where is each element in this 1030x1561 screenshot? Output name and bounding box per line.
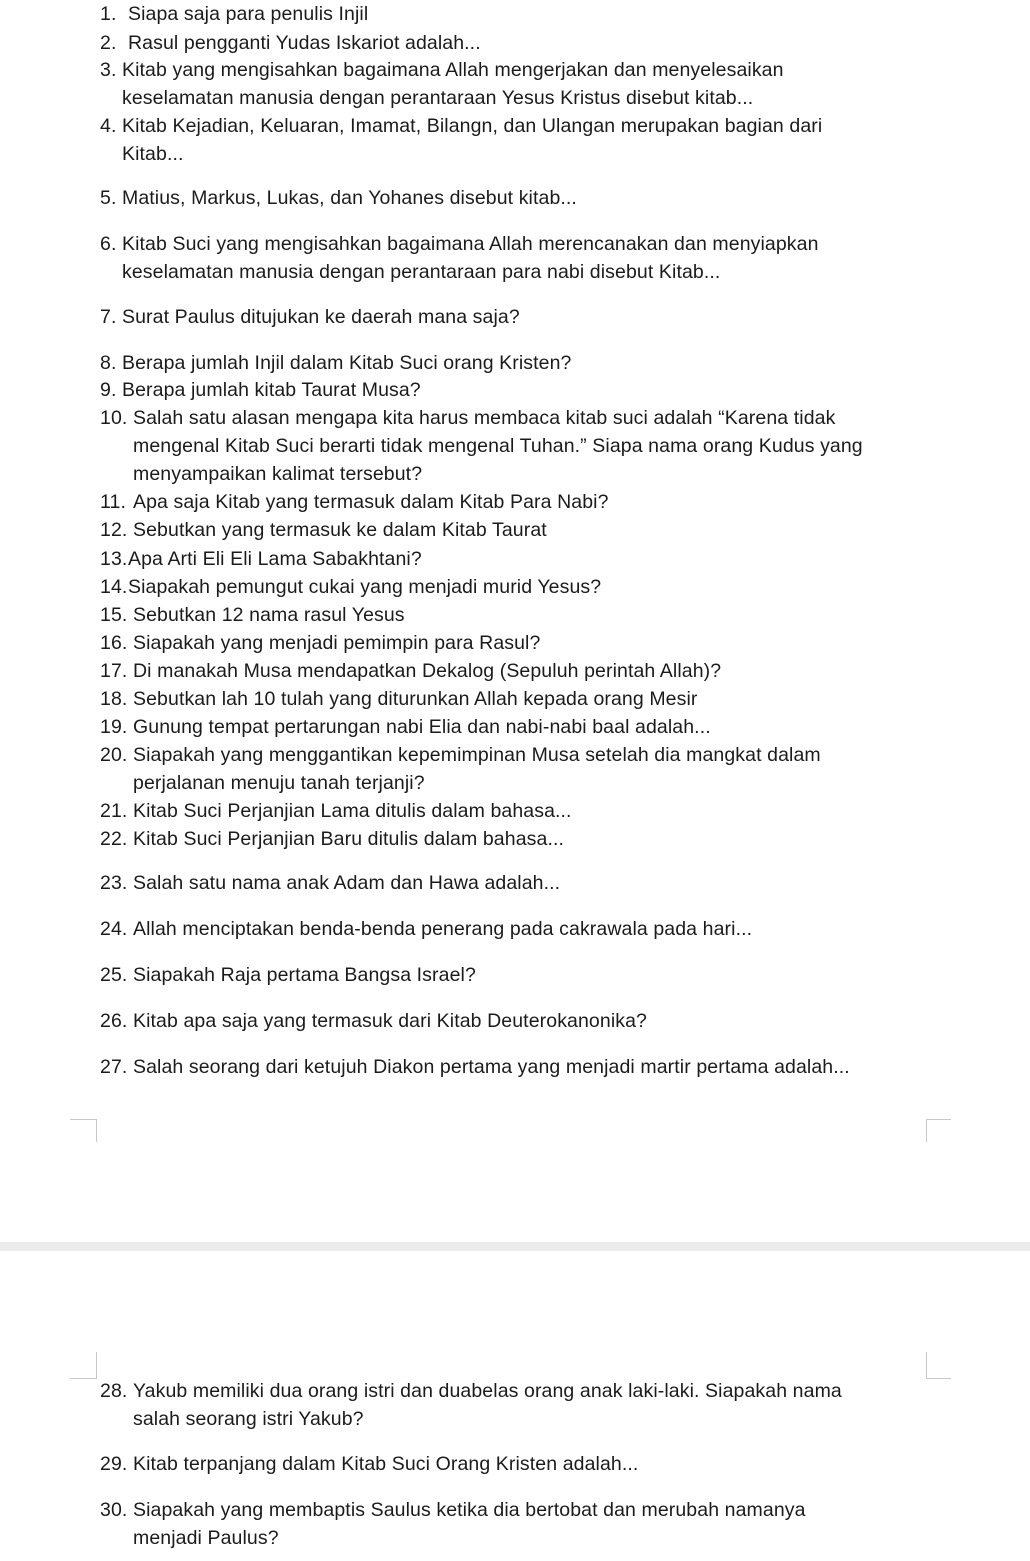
question-number: 10. bbox=[100, 407, 128, 429]
question-number: 24. bbox=[100, 918, 128, 940]
question-number: 1. bbox=[100, 3, 117, 25]
question-number: 26. bbox=[100, 1010, 128, 1032]
question-text: Sebutkan yang termasuk ke dalam Kitab Taurat bbox=[133, 519, 547, 541]
question-text: Siapa saja para penulis Injil bbox=[128, 3, 369, 25]
question-text: Gunung tempat pertarungan nabi Elia dan nabi-nabi baal adalah... bbox=[133, 716, 711, 738]
question-number: 7. bbox=[100, 306, 117, 328]
question-text: Salah satu nama anak Adam dan Hawa adalah... bbox=[133, 872, 561, 894]
question-number: 14. bbox=[100, 576, 128, 598]
question-number: 19. bbox=[100, 716, 128, 738]
question-number: 27. bbox=[100, 1056, 128, 1078]
question-number: 6. bbox=[100, 233, 117, 255]
question-text: Apa Arti Eli Eli Lama Sabakhtani? bbox=[128, 548, 422, 570]
question-text: Siapakah yang membaptis Saulus ketika dia bertobat dan merubah namanya bbox=[133, 1499, 806, 1521]
question-number: 3. bbox=[100, 59, 117, 81]
question-number: 2. bbox=[100, 32, 117, 54]
crop-mark-top-right bbox=[926, 1119, 951, 1142]
crop-mark-top-left bbox=[70, 1119, 97, 1142]
question-number: 21. bbox=[100, 800, 128, 822]
question-number: 22. bbox=[100, 828, 128, 850]
question-text: Siapakah yang menggantikan kepemimpinan Musa setelah dia mangkat dalam bbox=[133, 744, 821, 766]
question-text: Kitab apa saja yang termasuk dari Kitab Deuterokanonika? bbox=[133, 1010, 647, 1032]
question-number: 9. bbox=[100, 379, 117, 401]
question-number: 4. bbox=[100, 115, 117, 137]
question-text-continuation: keselamatan manusia dengan perantaraan para nabi disebut Kitab... bbox=[122, 261, 721, 283]
question-text-continuation: keselamatan manusia dengan perantaraan Yesus Kristus disebut kitab... bbox=[122, 87, 754, 109]
question-number: 16. bbox=[100, 632, 128, 654]
question-text: Kitab Kejadian, Keluaran, Imamat, Bilangn, dan Ulangan merupakan bagian dari bbox=[122, 115, 823, 137]
question-text-continuation: menjadi Paulus? bbox=[133, 1527, 279, 1549]
question-number: 28. bbox=[100, 1380, 128, 1402]
question-number: 17. bbox=[100, 660, 128, 682]
question-number: 20. bbox=[100, 744, 128, 766]
question-number: 5. bbox=[100, 187, 117, 209]
question-number: 8. bbox=[100, 352, 117, 374]
crop-mark-bottom-right bbox=[926, 1352, 951, 1379]
question-text: Di manakah Musa mendapatkan Dekalog (Sepuluh perintah Allah)? bbox=[133, 660, 722, 682]
question-text: Matius, Markus, Lukas, dan Yohanes disebut kitab... bbox=[122, 187, 577, 209]
question-number: 18. bbox=[100, 688, 128, 710]
question-text: Kitab Suci Perjanjian Lama ditulis dalam bahasa... bbox=[133, 800, 572, 822]
question-number: 12. bbox=[100, 519, 128, 541]
question-text: Rasul pengganti Yudas Iskariot adalah... bbox=[128, 32, 481, 54]
question-text: Siapakah pemungut cukai yang menjadi murid Yesus? bbox=[128, 576, 602, 598]
question-number: 29. bbox=[100, 1453, 128, 1475]
question-text: Surat Paulus ditujukan ke daerah mana saja? bbox=[122, 306, 520, 328]
question-text: Siapakah Raja pertama Bangsa Israel? bbox=[133, 964, 476, 986]
question-number: 13. bbox=[100, 548, 128, 570]
question-text: Kitab terpanjang dalam Kitab Suci Orang Kristen adalah... bbox=[133, 1453, 639, 1475]
crop-mark-bottom-left bbox=[70, 1352, 97, 1379]
question-text: Siapakah yang menjadi pemimpin para Rasul? bbox=[133, 632, 541, 654]
question-text-continuation: Kitab... bbox=[122, 143, 184, 165]
question-text: Berapa jumlah Injil dalam Kitab Suci orang Kristen? bbox=[122, 352, 572, 374]
question-number: 11. bbox=[100, 491, 126, 513]
question-number: 15. bbox=[100, 604, 128, 626]
question-text-continuation: salah seorang istri Yakub? bbox=[133, 1408, 364, 1430]
question-text: Kitab Suci yang mengisahkan bagaimana Allah merencanakan dan menyiapkan bbox=[122, 233, 819, 255]
question-text: Kitab Suci Perjanjian Baru ditulis dalam bahasa... bbox=[133, 828, 564, 850]
question-text: Salah seorang dari ketujuh Diakon pertama yang menjadi martir pertama adalah... bbox=[133, 1056, 850, 1078]
question-text: Yakub memiliki dua orang istri dan duabelas orang anak laki-laki. Siapakah nama bbox=[133, 1380, 842, 1402]
question-text-continuation: mengenal Kitab Suci berarti tidak mengenal Tuhan.” Siapa nama orang Kudus yang bbox=[133, 435, 863, 457]
question-number: 25. bbox=[100, 964, 128, 986]
question-text: Sebutkan lah 10 tulah yang diturunkan Allah kepada orang Mesir bbox=[133, 688, 698, 710]
question-text: Apa saja Kitab yang termasuk dalam Kitab Para Nabi? bbox=[133, 491, 609, 513]
question-number: 23. bbox=[100, 872, 128, 894]
question-text: Salah satu alasan mengapa kita harus membaca kitab suci adalah “Karena tidak bbox=[133, 407, 836, 429]
question-number: 30. bbox=[100, 1499, 128, 1521]
question-text: Berapa jumlah kitab Taurat Musa? bbox=[122, 379, 421, 401]
question-text: Allah menciptakan benda-benda penerang pada cakrawala pada hari... bbox=[133, 918, 753, 940]
question-text-continuation: perjalanan menuju tanah terjanji? bbox=[133, 772, 425, 794]
question-text: Sebutkan 12 nama rasul Yesus bbox=[133, 604, 405, 626]
page-separator bbox=[0, 1242, 1030, 1251]
question-text-continuation: menyampaikan kalimat tersebut? bbox=[133, 463, 423, 485]
question-text: Kitab yang mengisahkan bagaimana Allah mengerjakan dan menyelesaikan bbox=[122, 59, 784, 81]
